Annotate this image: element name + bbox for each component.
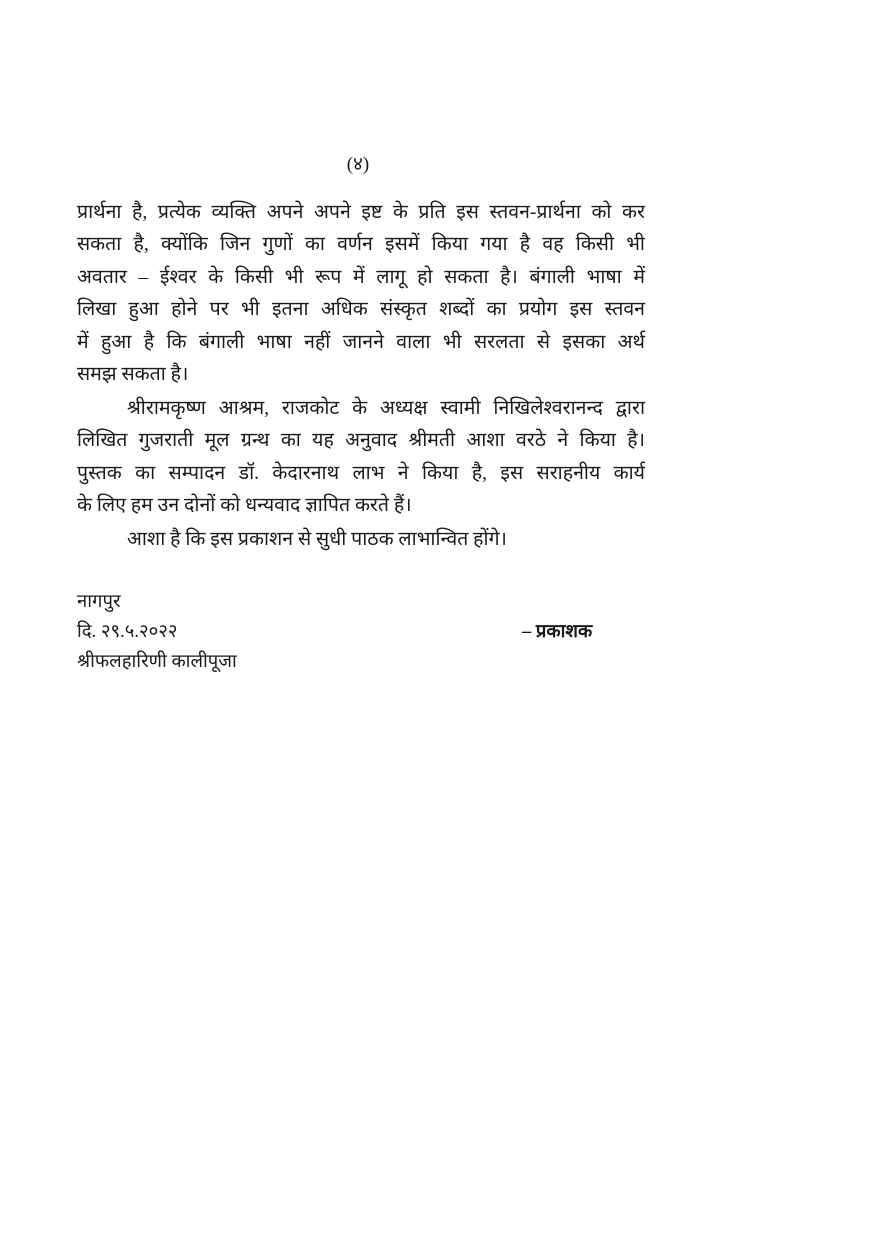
text-line: आशा है कि इस प्रकाशन से सुधी पाठक लाभान्वित होंगे। <box>127 529 507 550</box>
signoff-date: दि. २९.५.२०२२ <box>77 622 178 642</box>
text-line: में हुआ है कि बंगाली भाषा नहीं जानने वाला भी सरलता से इसका अर्थ <box>77 332 645 353</box>
text-line: सकता है, क्योंकि जिन गुणों का वर्णन इसमें किया गया है वह किसी भी <box>77 234 645 255</box>
text-line: लिखित गुजराती मूल ग्रन्थ का यह अनुवाद श्रीमती आशा वरठे ने किया है। <box>77 430 645 451</box>
signoff-occasion: श्रीफलहारिणी कालीपूजा <box>77 652 237 672</box>
signoff-publisher: – प्रकाशक <box>522 622 593 642</box>
text-line: प्रार्थना है, प्रत्येक व्यक्ति अपने अपने इष्ट के प्रति इस स्तवन-प्रार्थना को कर <box>77 202 645 223</box>
page-number: (४) <box>346 154 370 175</box>
text-line: समझ सकता है। <box>77 364 189 385</box>
text-line: पुस्तक का सम्पादन डॉ. केदारनाथ लाभ ने किया है, इस सराहनीय कार्य <box>77 463 645 484</box>
text-line: श्रीरामकृष्ण आश्रम, राजकोट के अध्यक्ष स्वामी निखिलेश्वरानन्द द्वारा <box>127 398 645 419</box>
signoff-place: नागपुर <box>77 592 121 612</box>
text-line: के लिए हम उन दोनों को धन्यवाद ज्ञापित करते हैं। <box>77 495 412 516</box>
text-line: अवतार – ईश्वर के किसी भी रूप में लागू हो सकता है। बंगाली भाषा में <box>77 267 645 288</box>
text-line: लिखा हुआ होने पर भी इतना अधिक संस्कृत शब्दों का प्रयोग इस स्तवन <box>77 299 645 320</box>
